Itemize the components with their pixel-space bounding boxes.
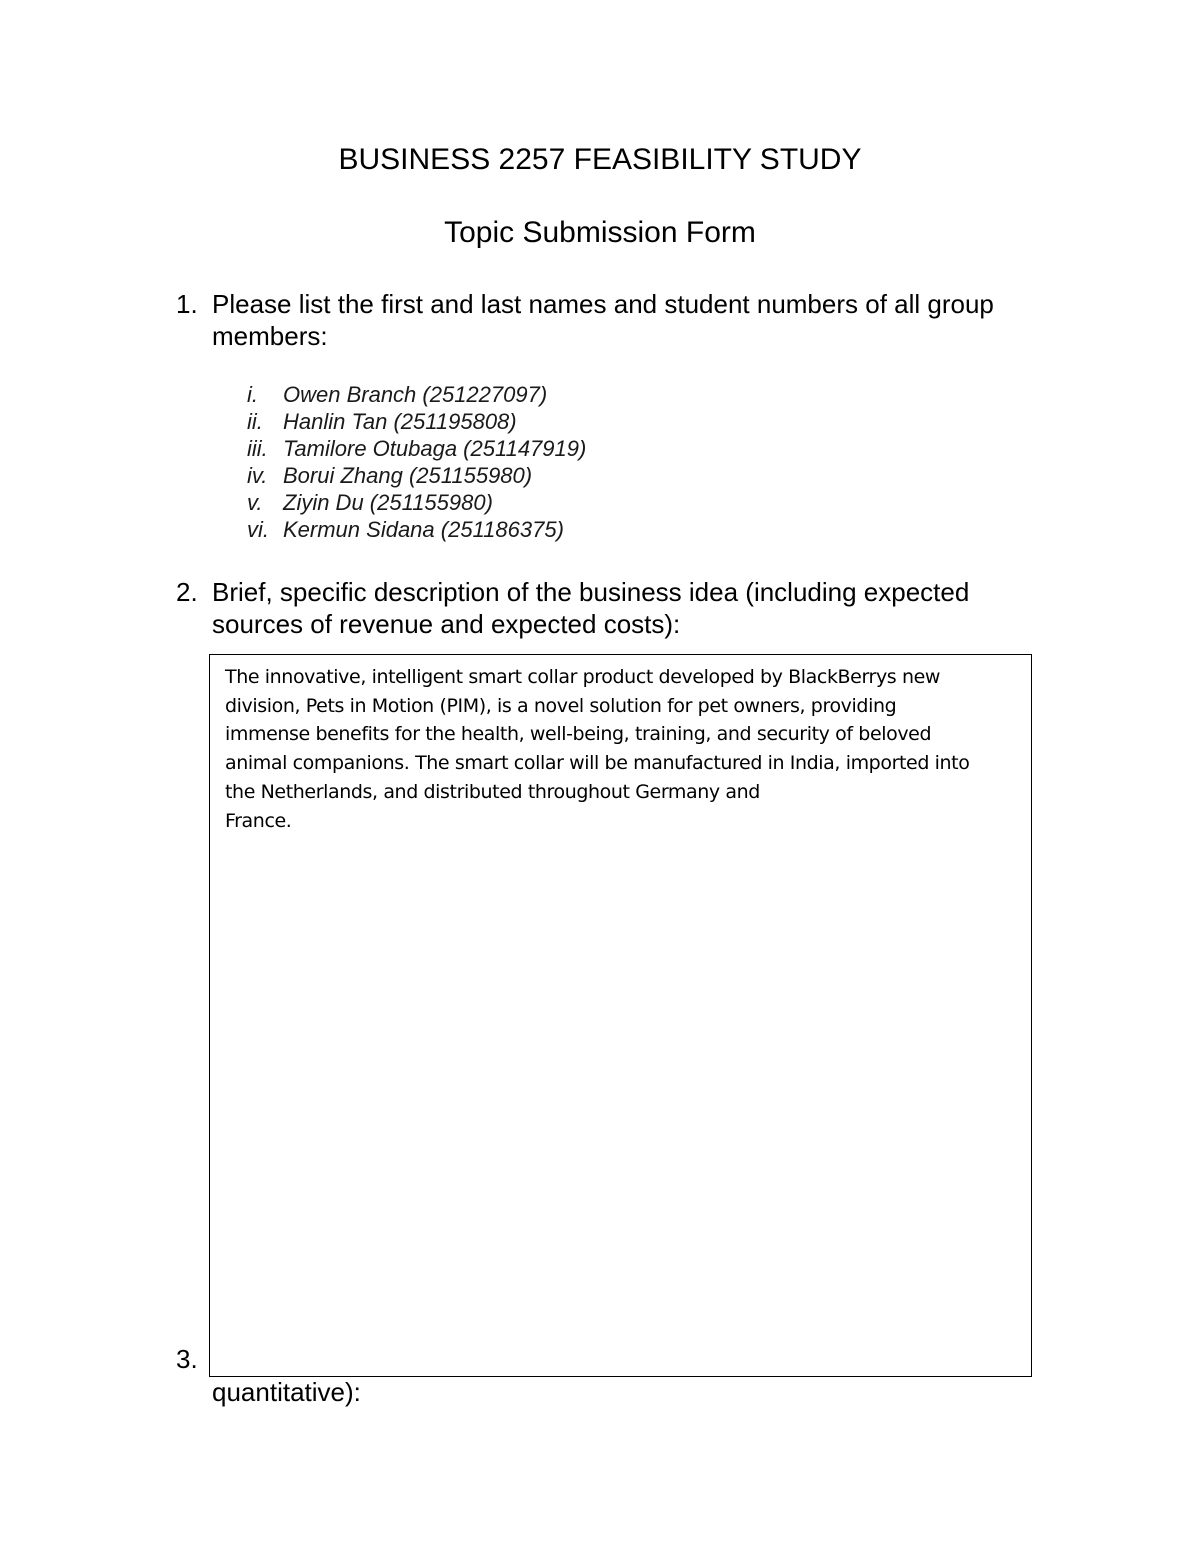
list-item xyxy=(0,462,1200,489)
question-number-2: 2. xyxy=(176,577,198,607)
list-item-numeral: v. xyxy=(247,490,263,515)
business-description-textbox[interactable] xyxy=(209,654,1032,1377)
question-number-3: 3. xyxy=(176,1344,198,1374)
group-members-list xyxy=(0,381,1200,543)
list-item-numeral: ii. xyxy=(247,409,263,434)
list-item xyxy=(0,435,1200,462)
business-description-text: The innovative, intelligent smart collar product developed by BlackBerrys new division, Pets in Motion (PIM), is a novel solution for pet owners, providing immense benefits for the health, well-being, training, and security of beloved animal companions. The smart collar will be manufactured in India, imported into the Netherlands, and distributed throughout Germany and France. xyxy=(225,666,970,832)
list-item-numeral: vi. xyxy=(247,517,269,542)
member-name: Tamilore Otubaga (251147919) xyxy=(283,436,587,461)
question-text-1: Please list the first and last names and student numbers of all group members: xyxy=(212,289,994,351)
member-name: Kermun Sidana (251186375) xyxy=(283,517,564,542)
question-text-3: quantitative): xyxy=(212,1377,361,1407)
question-number-1: 1. xyxy=(176,289,198,319)
member-name: Ziyin Du (251155980) xyxy=(283,490,493,515)
document-subtitle: Topic Submission Form xyxy=(444,216,756,249)
list-item-numeral: iii. xyxy=(247,436,268,461)
list-item-numeral: i. xyxy=(247,382,258,407)
member-name: Hanlin Tan (251195808) xyxy=(283,409,517,434)
list-item xyxy=(0,408,1200,435)
list-item-numeral: iv. xyxy=(247,463,268,488)
question-text-2: Brief, specific description of the business idea (including expected sources of revenue and expected costs): xyxy=(212,577,970,639)
member-name: Borui Zhang (251155980) xyxy=(283,463,533,488)
member-name: Owen Branch (251227097) xyxy=(283,382,548,407)
list-item xyxy=(0,489,1200,516)
list-item xyxy=(0,516,1200,543)
list-item xyxy=(0,381,1200,408)
document-title: BUSINESS 2257 FEASIBILITY STUDY xyxy=(338,143,862,176)
